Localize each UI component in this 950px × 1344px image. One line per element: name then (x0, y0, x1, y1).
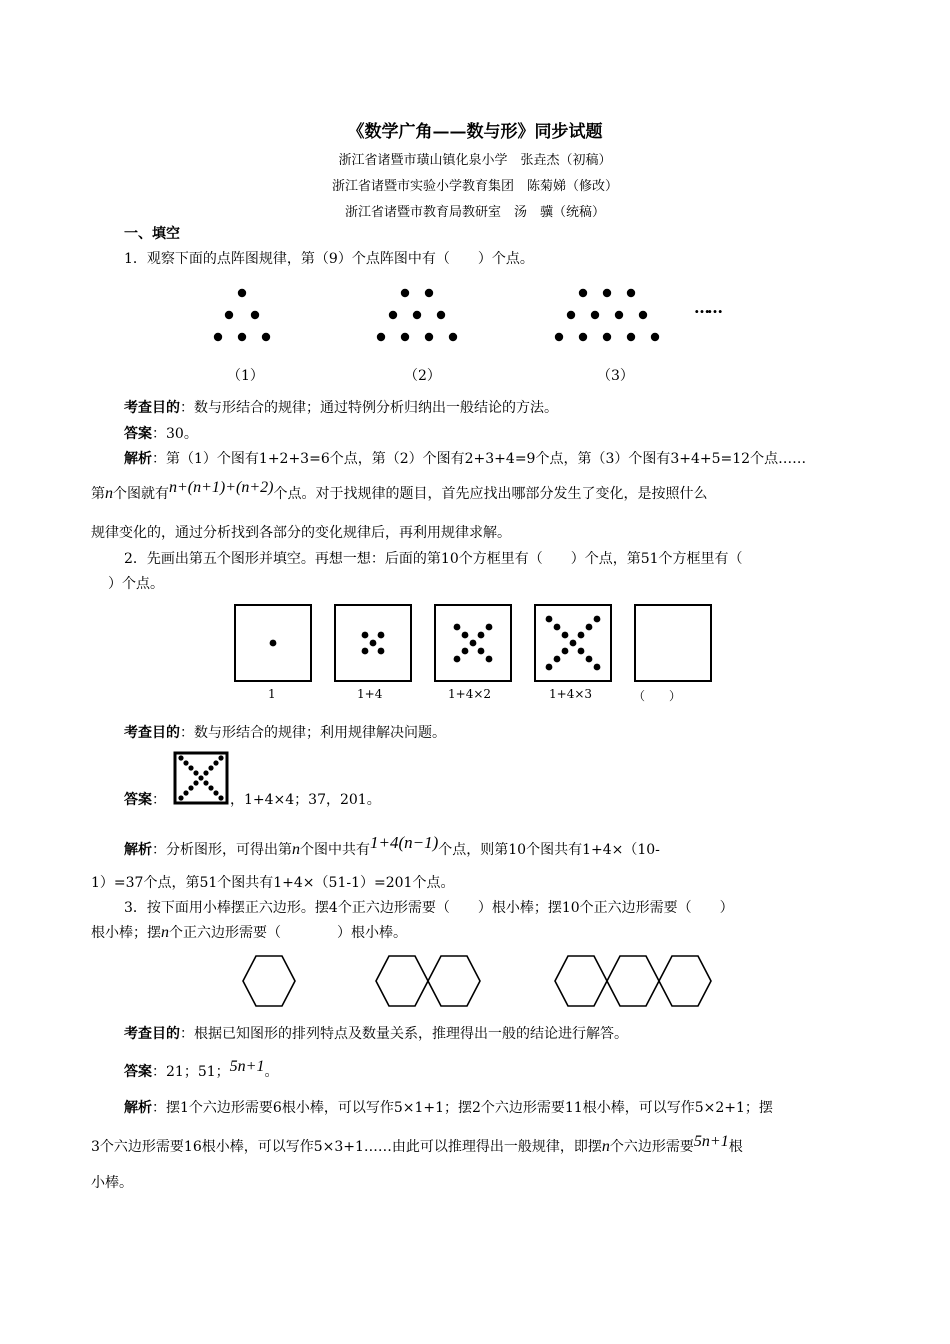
q3-question-line-2: 根小棒；摆n个正六边形需要（ ）根小棒。 (91, 924, 407, 941)
q1-question: 1．观察下面的点阵图规律，第（9）个点阵图中有（ ）个点。 (124, 251, 534, 267)
q3-hexagon-figures (236, 952, 716, 1012)
q3-hex-3c (659, 956, 711, 1006)
q3-answer: 答案：21；51；5n+1。 (124, 1058, 279, 1080)
q3-analysis-line-1: 解析：摆1个六边形需要6根小棒，可以写作5×1+1；摆2个六边形需要11根小棒，可以写作5×2+1；摆 (124, 1100, 773, 1116)
q2-analysis-line-1: 解析：分析图形，可得出第n个图中共有1+4(n−1)个点，则第10个图共有1+4×（10- (124, 833, 660, 858)
q1-figure-2 (377, 289, 457, 341)
q2-label-4: 1+4×3 (549, 687, 593, 701)
q2-answer: ，1+4×4；37，201。 (230, 792, 381, 808)
q2-label-5: （ ） (633, 689, 682, 703)
q2-answer-figure (172, 750, 230, 806)
q3-hex-3a (555, 956, 607, 1006)
q1-purpose: 考查目的：数与形结合的规律；通过特例分析归纳出一般结论的方法。 (124, 400, 558, 416)
q1-answer: 答案：30。 (124, 426, 198, 442)
q2-label-1: 1 (268, 687, 276, 701)
q2-question-line-2: ）个点。 (108, 576, 164, 592)
q2-analysis-line-2: 1）=37个点，第51个图共有1+4×（51-1）=201个点。 (91, 875, 455, 891)
q1-analysis-line-3: 规律变化的，通过分析找到各部分的变化规律后，再利用规律求解。 (91, 525, 511, 541)
q1-fig-label-3: （3） (597, 368, 634, 384)
q3-purpose: 考查目的：根据已知图形的排列特点及数量关系，推理得出一般的结论进行解答。 (124, 1026, 628, 1042)
author-line-1: 浙江省诸暨市璜山镇化泉小学 张垚杰（初稿） (338, 153, 612, 168)
q1-fig-label-2: （2） (404, 368, 441, 384)
q1-analysis-line-1: 解析：第（1）个图有1+2+3=6个点，第（2）个图有2+3+4=9个点，第（3）个图有3+4+5=12个点…… (124, 451, 807, 467)
q2-answer-label: 答案： (124, 792, 166, 808)
q1-ellipsis: …… (694, 298, 720, 317)
author-line-3: 浙江省诸暨市教育局教研室 汤 骥（统稿） (344, 205, 605, 220)
q2-box-5 (635, 605, 711, 681)
page-title: 《数学广角——数与形》同步试题 (347, 122, 603, 142)
q3-analysis-line-3: 小棒。 (91, 1175, 133, 1191)
q3-question-line-1: 3．按下面用小棒摆正六边形。摆4个正六边形需要（ ）根小棒；摆10个正六边形需要（ ） (124, 900, 734, 916)
q2-purpose: 考查目的：数与形结合的规律；利用规律解决问题。 (124, 725, 446, 741)
q1-figure-3 (555, 289, 659, 341)
q2-formula: 1+4(n−1) (370, 833, 439, 852)
section-heading: 一、填空 (124, 226, 180, 242)
q1-figure-1 (214, 289, 270, 341)
q1-formula: n+(n+1)+(n+2) (169, 479, 274, 496)
q2-question-line-1: 2．先画出第五个图形并填空。再想一想：后面的第10个方框里有（ ）个点，第51个方框里有（ (124, 551, 743, 567)
q2-label-2: 1+4 (357, 687, 383, 701)
q3-analysis-line-2: 3个六边形需要16根小棒，可以写作5×3+1……由此可以推理得出一般规律，即摆n个六边形需要5n+1根 (91, 1133, 743, 1155)
q1-dot-figures (200, 280, 760, 390)
author-line-2: 浙江省诸暨市实验小学教育集团 陈菊娣（修改） (331, 179, 618, 194)
q3-hex-1 (243, 956, 295, 1006)
q3-hex-2a (376, 956, 428, 1006)
q3-hex-2b (428, 956, 480, 1006)
q2-label-3: 1+4×2 (448, 687, 492, 701)
q3-hex-3b (607, 956, 659, 1006)
q1-fig-label-1: （1） (227, 368, 264, 384)
q3-answer-formula: 5n+1 (229, 1058, 265, 1075)
q3-formula: 5n+1 (693, 1133, 729, 1150)
q1-analysis-line-2: 第n个图就有n+(n+1)+(n+2)个点。对于找规律的题目，首先应找出哪部分发生了变化，是按照什么 (91, 479, 708, 502)
